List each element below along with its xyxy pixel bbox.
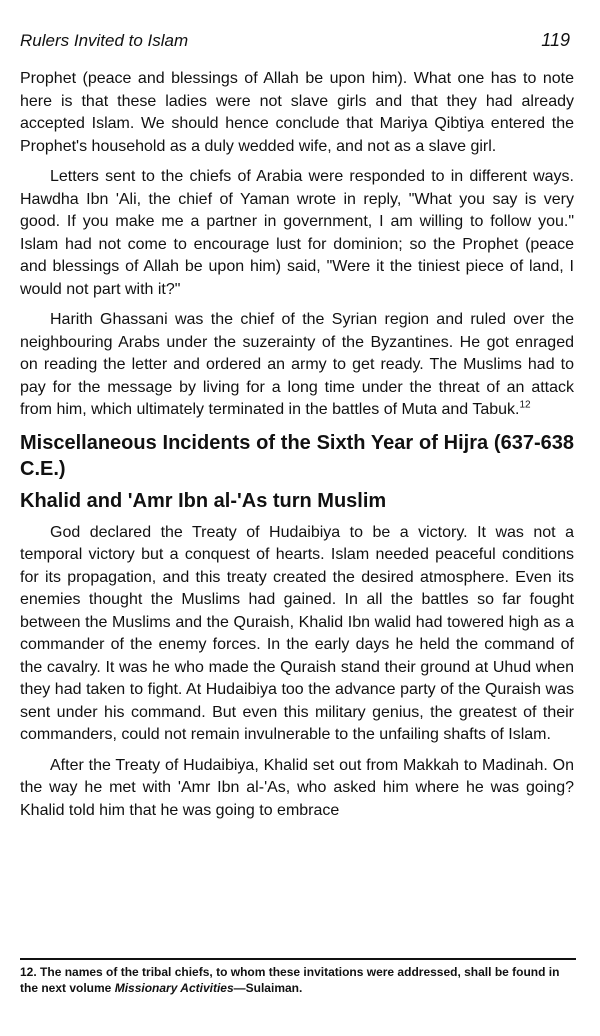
section-heading: Miscellaneous Incidents of the Sixth Year of Hijra (637-638 C.E.) (20, 431, 574, 480)
paragraph-4: God declared the Treaty of Hudaibiya to be a victory. It was not a temporal victory but a conquest of hearts. Islam needed peaceful conditions for its propagation, and this treaty created the desired atmosphere. Even its enemies thought the Muslims had gained. In all the battles so far fought between the Muslims and the Quraish, Khalid Ibn walid had towered high as a commander of the enemy forces. In the early days he held the command of the cavalry. It was he who made the Quraish stand their ground at Uhud when they had taken to fight. At Hudaibiya too the advance party of the Quraish was sent under his command. But even this military genius, the greatest of their commanders, could not remain invulnerable to the unfailing shafts of Islam. (20, 523, 574, 743)
footnote (20, 964, 576, 996)
footnote-number: 12. (20, 965, 37, 979)
subsection-heading: Khalid and 'Amr Ibn al-'As turn Muslim (20, 489, 387, 512)
footnote-text: The names of the tribal chiefs, to whom these invitations were addressed, shall be found in the next volume (20, 965, 560, 995)
paragraph-3-text: Harith Ghassani was the chief of the Syrian region and ruled over the neighbouring Arabs under the suzerainty of the Byzantines. He got enraged on reading the letter and ordered an army to get ready. The Muslims had to pay for the message by living for a long time under the threat of an attack from him, which ultimately terminated in the battles of Muta and Tabuk. (20, 311, 574, 418)
page-number: 119 (541, 30, 570, 50)
running-title: Rulers Invited to Islam (20, 31, 189, 50)
footnote-reference[interactable]: 12 (519, 399, 531, 411)
paragraph-3 (20, 309, 574, 422)
paragraph-1: Prophet (peace and blessings of Allah be upon him). What one has to note here is that these ladies were not slave girls and that they had already accepted Islam. We should hence conclude that Mariya Qibtiya entered the Prophet's household as a duly wedded wife, and not as a slave girl. (20, 70, 574, 155)
footnote-divider (20, 958, 576, 960)
body-text (20, 68, 574, 822)
footnote-attribution: —Sulaiman. (233, 981, 303, 995)
footnote-title: Missionary Activities (114, 981, 234, 995)
running-header (20, 30, 574, 68)
paragraph-2: Letters sent to the chiefs of Arabia were responded to in different ways. Hawdha Ibn 'Ali, the chief of Yaman wrote in reply, "What you say is very good. If you make me a partner in government, I am willing to follow you." Islam had not come to encourage lust for dominion; so the Prophet (peace and blessings of Allah be upon him) said, "Were it the tiniest piece of land, I would not part with it?" (20, 168, 574, 298)
paragraph-5: After the Treaty of Hudaibiya, Khalid set out from Makkah to Madinah. On the way he met with 'Amr Ibn al-'As, who asked him where he was going? Khalid told him that he was going to embrace (20, 756, 574, 819)
